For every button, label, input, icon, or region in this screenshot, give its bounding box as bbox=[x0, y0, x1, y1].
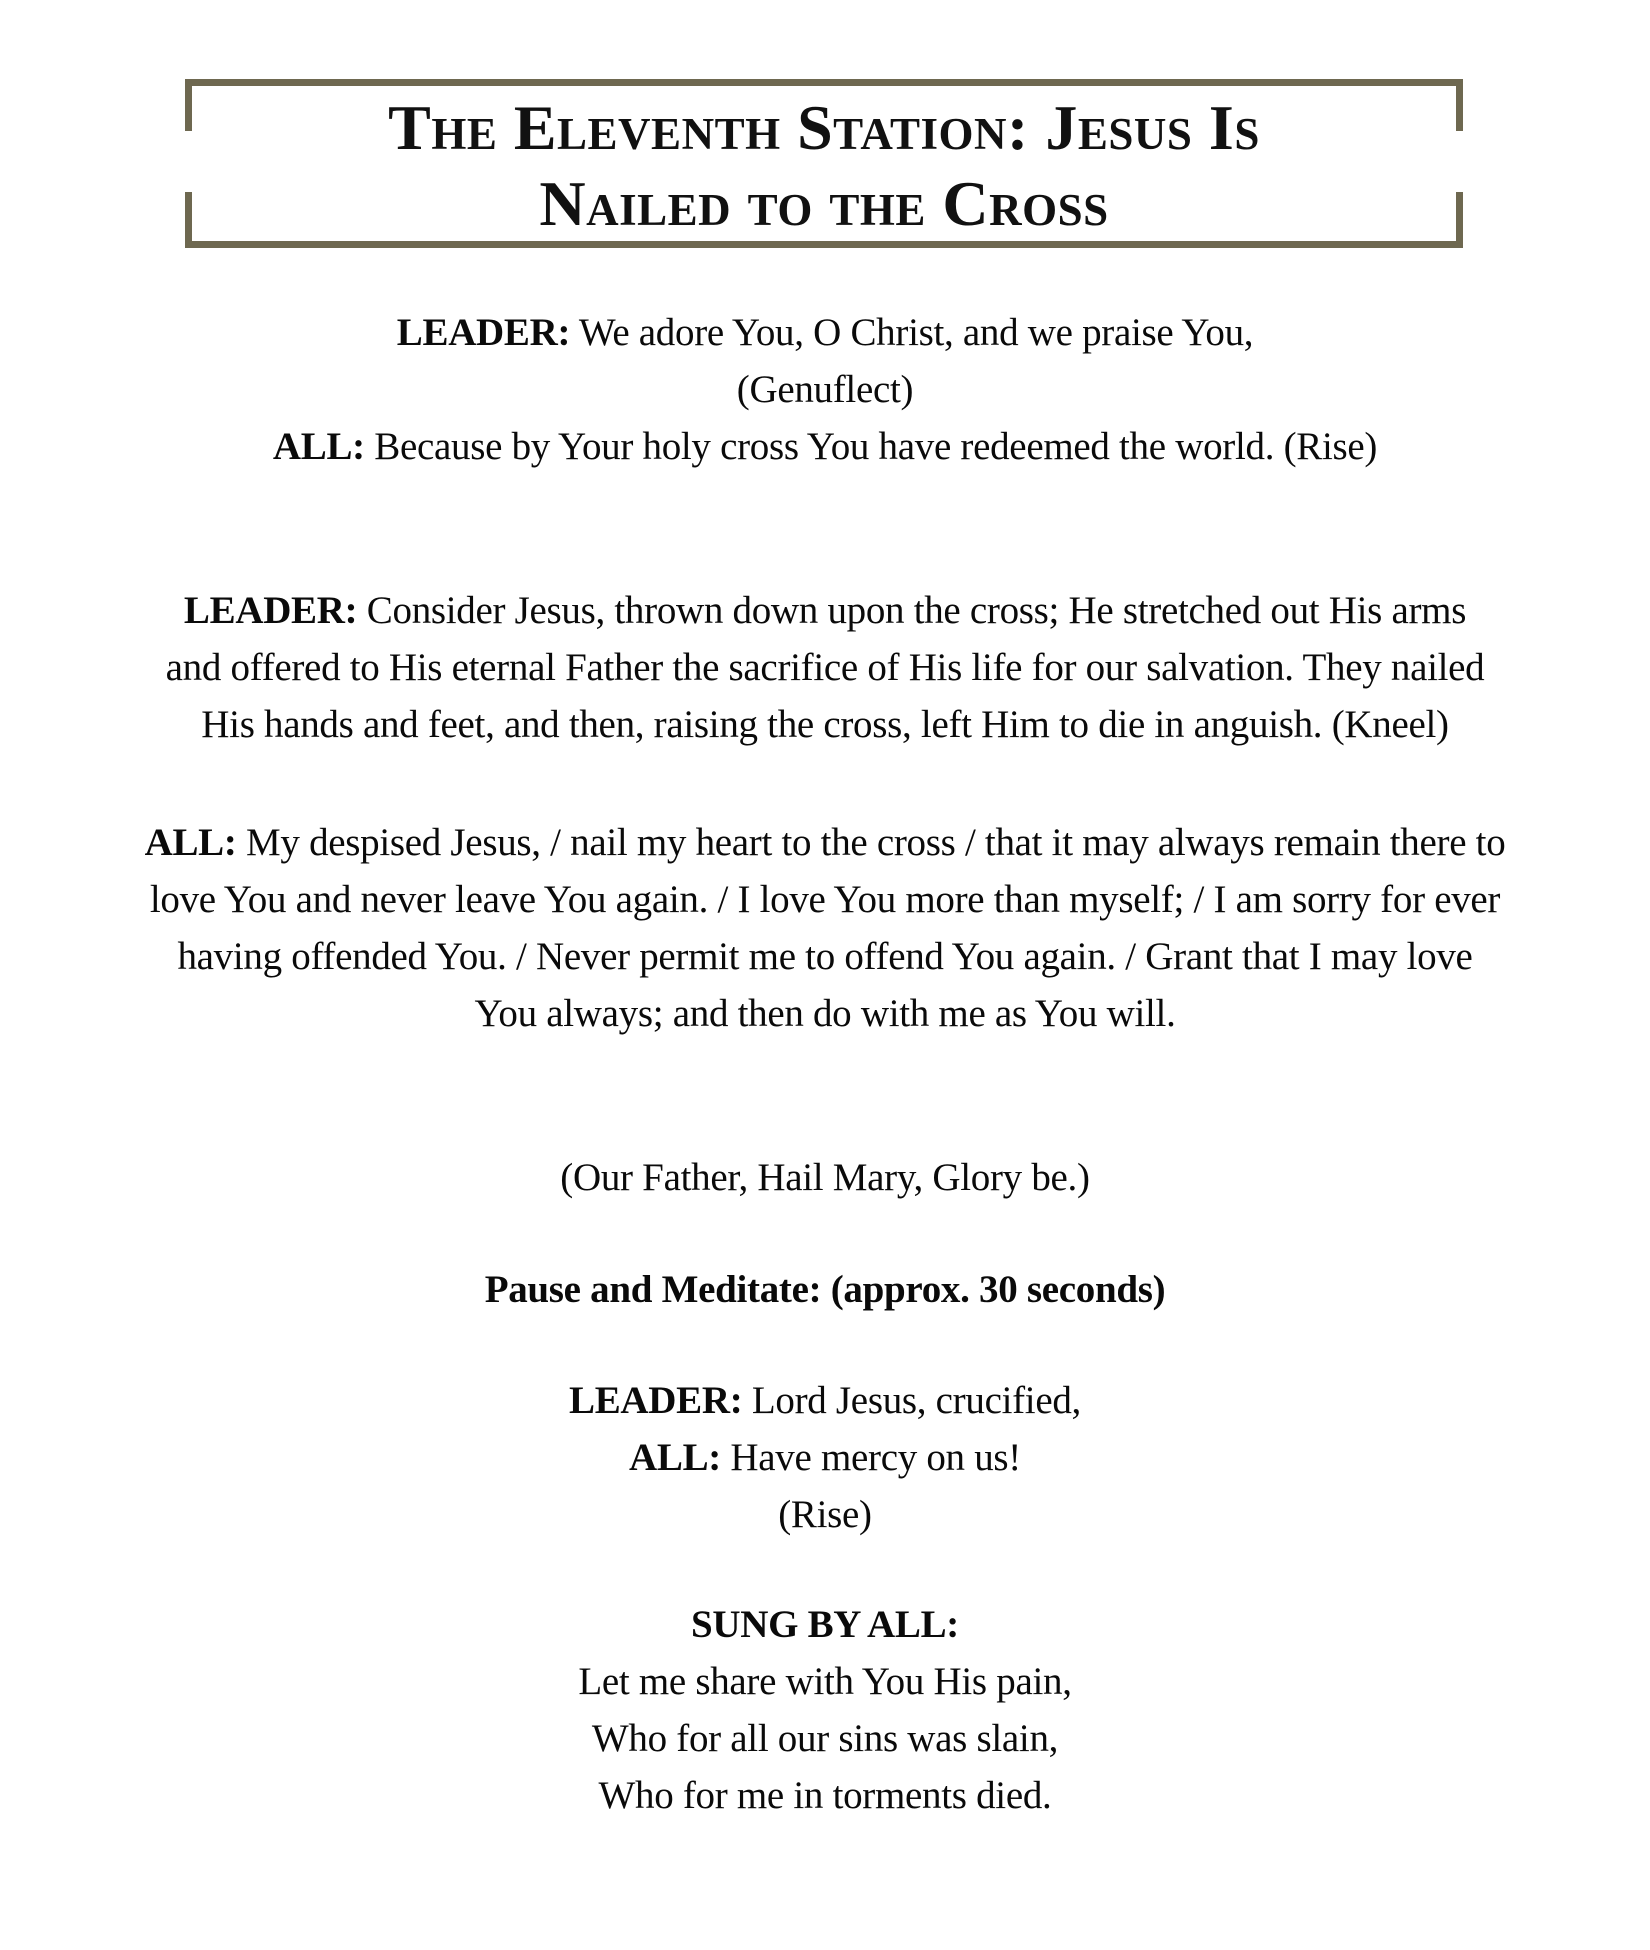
our-father-note bbox=[0, 1149, 1650, 1206]
hymn-heading: SUNG BY ALL: bbox=[690, 1603, 959, 1646]
opening-line-leader bbox=[0, 304, 1650, 361]
our-father-text: (Our Father, Hail Mary, Glory be.) bbox=[560, 1156, 1090, 1199]
page-title-line-1: The Eleventh Station: Jesus Is bbox=[388, 92, 1260, 163]
all-text: Because by Your holy cross You have redeemed the world. (Rise) bbox=[364, 425, 1378, 468]
frame-gap-right bbox=[1456, 131, 1463, 192]
hymn-line-1: Let me share with You His pain, bbox=[578, 1660, 1072, 1703]
meditation-line-1 bbox=[0, 582, 1650, 639]
all-label: ALL: bbox=[144, 821, 237, 864]
leader-text: We adore You, O Christ, and we praise You, bbox=[570, 311, 1254, 354]
meditation-line-3: His hands and feet, and then, raising the cross, left Him to die in anguish. (Kneel) bbox=[201, 703, 1449, 746]
opening-line-genuflect: (Genuflect) bbox=[736, 368, 914, 411]
opening-line-all bbox=[0, 418, 1650, 475]
prayer-line-3: having offended You. / Never permit me to offend You again. / Grant that I may love bbox=[177, 935, 1473, 978]
hymn-line-2: Who for all our sins was slain, bbox=[591, 1717, 1059, 1760]
pause-text: Pause and Meditate: (approx. 30 seconds) bbox=[484, 1268, 1166, 1311]
page-title bbox=[192, 86, 1456, 242]
versicle-leader-text: Lord Jesus, crucified, bbox=[742, 1379, 1081, 1422]
leader-label: LEADER: bbox=[396, 311, 571, 354]
versicle-all-text: Have mercy on us! bbox=[720, 1436, 1021, 1479]
leader-label: LEADER: bbox=[569, 1379, 743, 1422]
leader-meditation bbox=[0, 582, 1650, 753]
title-frame bbox=[185, 79, 1463, 248]
pause-instruction bbox=[0, 1261, 1650, 1318]
all-label: ALL: bbox=[272, 425, 365, 468]
leader-label: LEADER: bbox=[183, 589, 358, 632]
hymn-line-3: Who for me in torments died. bbox=[598, 1774, 1052, 1817]
meditation-line-2: and offered to His eternal Father the sacrifice of His life for our salvation. They nailed bbox=[165, 646, 1485, 689]
frame-gap-left bbox=[185, 131, 192, 192]
prayer-line-2: love You and never leave You again. / I love You more than myself; / I am sorry for ever bbox=[149, 878, 1501, 921]
prayer-line-1 bbox=[0, 814, 1650, 871]
versicle-line-all bbox=[0, 1429, 1650, 1486]
versicle-line-rise: (Rise) bbox=[778, 1493, 872, 1536]
all-label: ALL: bbox=[629, 1436, 721, 1479]
versicle-response bbox=[0, 1372, 1650, 1543]
opening-versicle bbox=[0, 304, 1650, 475]
meditation-text-1: Consider Jesus, thrown down upon the cross; He stretched out His arms bbox=[357, 589, 1467, 632]
hymn bbox=[0, 1596, 1650, 1824]
all-prayer bbox=[0, 814, 1650, 1042]
versicle-line-leader bbox=[0, 1372, 1650, 1429]
prayer-text-1: My despised Jesus, / nail my heart to the cross / that it may always remain there to bbox=[236, 821, 1506, 864]
page-title-line-2: Nailed to the Cross bbox=[539, 168, 1109, 239]
prayer-line-4: You always; and then do with me as You will. bbox=[474, 992, 1176, 1035]
